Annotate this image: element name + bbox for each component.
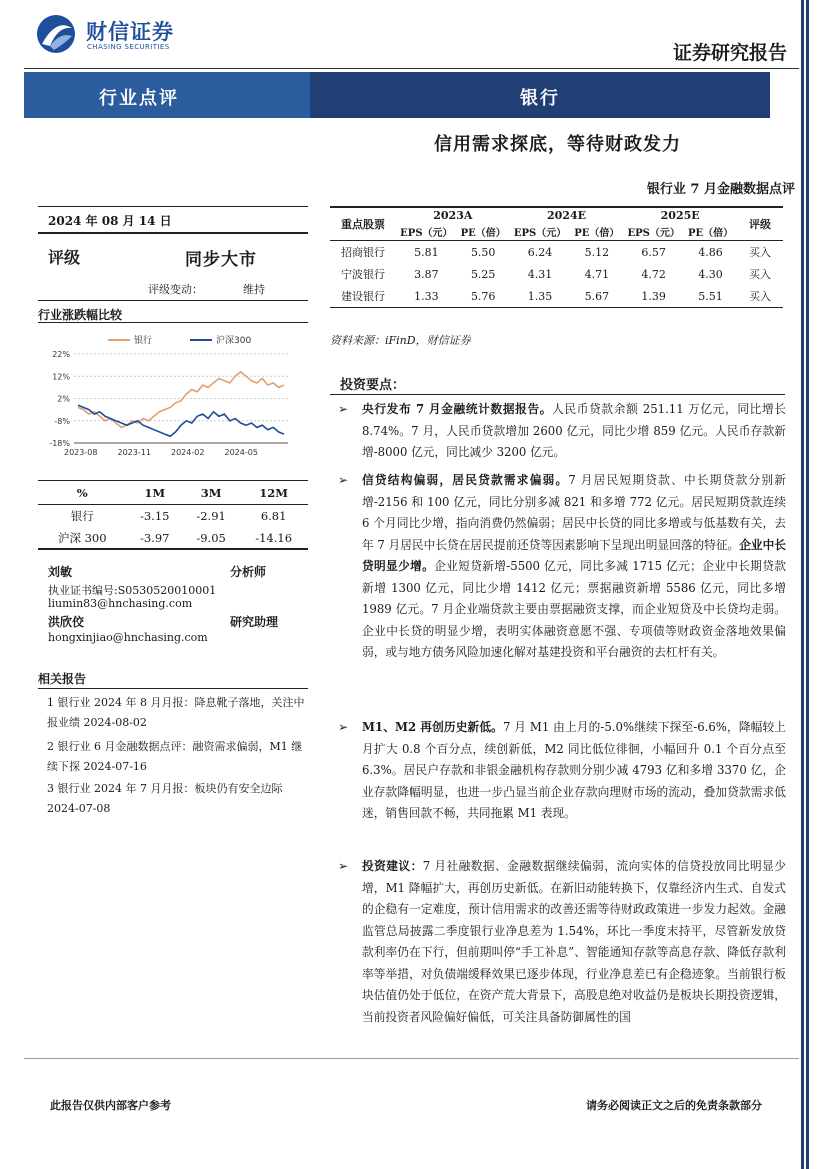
table-header: 1M xyxy=(127,482,183,505)
table-header: 评级 xyxy=(749,218,771,231)
logo-mark-icon xyxy=(36,14,76,54)
performance-table xyxy=(38,482,308,550)
analyst-email[interactable]: hongxinjiao@hnchasing.com xyxy=(48,631,208,644)
table-cell: 4.71 xyxy=(584,267,610,281)
bullet-arrow-icon: ➢ xyxy=(338,859,349,873)
analyst-name: 洪欣佼 xyxy=(48,615,85,629)
key-point-text: 企业短贷新增-5500 亿元，同比多减 1715 亿元；企业中长期贷款新增 1300 亿元，同比少增 1412 亿元；票据融资新增 5586 亿元，同比多增 1989 亿元。7 月企业端贷款主要由票据融资支撑，而企业短贷及中长贷均走弱。企业中长贷的明显少增，表明实体融资意愿不强、专项债等财政资金落地效果偏弱，或与地方债务风险加速化解对基建投资和平台融资的去杠杆有关。 xyxy=(362,559,786,659)
divider xyxy=(38,548,308,549)
table-cell: 招商银行 xyxy=(341,246,385,259)
table-cell: 5.12 xyxy=(584,245,610,259)
table-header: 12M xyxy=(239,482,308,505)
table-header: EPS（元） xyxy=(513,228,567,239)
key-point-text: 7 月居民短期贷款、中长期贷款分别新增-2156 和 100 亿元，同比分别多减 821 和多增 772 亿元。居民短期贷款连续 6 个月同比少增，指向消费仍然偏弱；居民中长贷的同比多增或与低基数有关，去年 7 月居民中长贷在居民提前还贷等因素影响下呈现出明显回落的特征。 xyxy=(362,473,786,552)
y-tick-label: 12% xyxy=(52,372,70,382)
related-report-item[interactable]: 2 银行业 6 月金融数据点评：融资需求偏弱，M1 继续下探 2024-07-16 xyxy=(47,740,303,773)
key-point-text: 7 月 M1 由上月的-5.0%继续下探至-6.6%，降幅较上月扩大 0.8 个百分点，续创新低，M2 同比低位徘徊，小幅回升 0.1 个百分点至 6.3%。居民户存款和非银金融机构存款则分别少减 4793 亿和多增 3370 亿，企业存款降幅明显，也进一步凸显当前企业存款向理财市场的流动，叠加贷款需求低迷，销售回款不畅，共同拖累 M1 表现。 xyxy=(362,720,786,820)
table-cell: 5.67 xyxy=(584,289,610,303)
key-points-title: 投资要点： xyxy=(340,378,406,393)
divider xyxy=(38,206,308,207)
table-row xyxy=(38,527,308,550)
table-cell: 1.33 xyxy=(414,289,439,303)
category-label: 行业点评 xyxy=(99,88,179,109)
x-tick-label: 2023-11 xyxy=(117,448,151,457)
analyst-cert: 执业证书编号:S0530520010001 xyxy=(48,584,217,597)
table-cell: 买入 xyxy=(749,246,771,259)
table-header-row xyxy=(330,223,783,241)
table-header: 2023A xyxy=(433,209,473,222)
table-cell: 4.86 xyxy=(698,245,723,259)
rating-label: 评级 xyxy=(48,248,81,267)
key-point-lead: 投资建议： xyxy=(362,859,423,873)
divider xyxy=(38,688,308,689)
sector-band xyxy=(310,72,770,118)
divider xyxy=(24,1058,799,1059)
table-row xyxy=(330,263,783,285)
related-title: 相关报告 xyxy=(38,672,87,686)
side-stripe xyxy=(806,0,809,1169)
table-cell: -3.15 xyxy=(139,509,170,523)
table-row xyxy=(38,505,308,528)
table-cell: 4.72 xyxy=(641,267,666,281)
x-tick-label: 2024-02 xyxy=(171,448,205,457)
table-header: EPS（元） xyxy=(400,228,453,239)
table-cell: 5.50 xyxy=(470,245,496,259)
table-row xyxy=(330,285,783,308)
table-header-row xyxy=(330,208,783,223)
report-date: 2024 年 08 月 14 日 xyxy=(48,214,172,228)
report-title: 信用需求探底，等待财政发力 xyxy=(434,134,681,155)
table-cell: -3.97 xyxy=(139,531,170,545)
table-header: 重点股票 xyxy=(341,218,385,231)
related-report-item[interactable]: 1 银行业 2024 年 8 月月报：降息靴子落地，关注中报业绩 2024-08-02 xyxy=(47,696,305,729)
analyst-role: 研究助理 xyxy=(230,615,279,629)
key-point-lead: 央行发布 7 月金融统计数据报告。 xyxy=(362,402,553,416)
table-header: 2024E xyxy=(546,209,586,222)
y-tick-label: -8% xyxy=(54,416,70,426)
divider xyxy=(38,232,308,234)
table-header: EPS（元） xyxy=(627,228,680,239)
legend-label-hs300: 沪深300 xyxy=(216,336,252,346)
sector-label: 银行 xyxy=(520,88,560,109)
key-point-text: 7 月社融数据、金融数据继续偏弱，流向实体的信贷投放同比明显少增，M1 降幅扩大，再创历史新低。在新旧动能转换下，仅靠经济内生式、自发式的企稳有一定难度，预计信用需求的改善还需等待财政政策进一步发力起效。金融监管总局披露二季度银行业净息差为 1.54%，环比一季度末持平，尽管新发放贷款利率仍在下行，但前期叫停“手工补息”、智能通知存款等高息存款、降低存款利率等举措，对负债端缓释效果已逐步体现，行业净息差已有企稳迹象。当前银行板块估值仍处于低位，在资产荒大背景下，高股息绝对收益仍是板块长期投资逻辑，当前投资者风险偏好偏低，可关注具备防御属性的国 xyxy=(362,859,786,1024)
table-source: 资料来源：iFinD，财信证券 xyxy=(330,334,471,347)
table-cell: 5.51 xyxy=(698,289,723,303)
rating-change-label: 评级变动： xyxy=(148,283,203,296)
table-cell: 宁波银行 xyxy=(341,268,385,281)
table-header: 2025E xyxy=(660,209,700,222)
legend-label-bank: 银行 xyxy=(134,336,153,346)
table-cell: 5.76 xyxy=(470,289,496,303)
key-point-lead: 信贷结构偏弱，居民贷款需求偏弱。 xyxy=(362,473,569,487)
table-cell: 4.30 xyxy=(698,267,723,281)
report-type: 证券研究报告 xyxy=(672,42,787,64)
table-cell: 银行 xyxy=(70,509,94,523)
table-row xyxy=(330,241,783,264)
table-header: PE（倍） xyxy=(574,228,620,239)
analyst-role: 分析师 xyxy=(230,565,267,579)
table-cell: -14.16 xyxy=(255,531,293,545)
table-cell: 5.25 xyxy=(470,267,496,281)
key-point-text: 人民币贷款余额 251.11 万亿元，同比增长 8.74%。7 月，人民币贷款增加 2600 亿元，同比少增 859 亿元。人民币存款新增-8000 亿元，同比减少 3200 亿元。 xyxy=(362,402,786,459)
analyst-name: 刘敏 xyxy=(48,565,73,579)
analyst-email[interactable]: liumin83@hnchasing.com xyxy=(48,597,193,610)
x-tick-label: 2023-08 xyxy=(64,448,98,457)
divider xyxy=(38,480,308,481)
series-line-bank xyxy=(78,372,284,428)
y-tick-label: 2% xyxy=(57,394,70,404)
table-header-row xyxy=(38,482,308,505)
table-cell: 4.31 xyxy=(527,267,553,281)
bullet-arrow-icon: ➢ xyxy=(338,720,349,734)
header-divider xyxy=(24,68,799,69)
compare-title: 行业涨跌幅比较 xyxy=(38,308,123,322)
table-cell: 沪深 300 xyxy=(57,531,107,545)
related-report-item[interactable]: 3 银行业 2024 年 7 月月报：板块仍有安全边际 2024-07-08 xyxy=(47,782,283,815)
table-cell: 6.57 xyxy=(641,245,666,259)
rating-value: 同步大市 xyxy=(185,250,257,270)
table-header: PE（倍） xyxy=(687,228,734,239)
table-header: PE（倍） xyxy=(460,228,506,239)
divider xyxy=(330,394,785,395)
series-line-hs300 xyxy=(78,405,284,436)
table-header: 3M xyxy=(183,482,239,505)
key-point-2 xyxy=(338,470,786,664)
category-band xyxy=(24,72,310,118)
table-cell: -2.91 xyxy=(196,509,226,523)
table-cell: 6.81 xyxy=(260,509,287,523)
table-cell: -9.05 xyxy=(196,531,226,545)
y-tick-label: 22% xyxy=(52,350,70,359)
table-cell: 1.39 xyxy=(641,289,666,303)
bullet-arrow-icon: ➢ xyxy=(338,473,349,487)
table-cell: 6.24 xyxy=(527,245,553,259)
performance-chart xyxy=(38,328,308,468)
footer-right: 请务必阅读正文之后的免责条款部分 xyxy=(586,1099,762,1112)
table-cell: 3.87 xyxy=(414,267,439,281)
y-tick-label: -18% xyxy=(49,439,70,448)
table-cell: 建设银行 xyxy=(341,290,385,303)
table-cell: 买入 xyxy=(749,268,771,281)
key-stocks-table xyxy=(330,208,783,308)
logo-text: 财信证券 xyxy=(86,20,174,44)
key-point-lead: M1、M2 再创历史新低。 xyxy=(362,720,503,734)
footer-left: 此报告仅供内部客户参考 xyxy=(50,1099,171,1112)
key-point-4 xyxy=(338,856,786,1028)
side-stripe xyxy=(801,0,804,1169)
key-point-lead: 企业中长贷明显少增。 xyxy=(362,537,786,573)
key-point-1 xyxy=(338,399,786,464)
x-tick-label: 2024-05 xyxy=(224,448,258,457)
key-point-3 xyxy=(338,717,786,825)
divider xyxy=(38,322,308,323)
bullet-arrow-icon: ➢ xyxy=(338,402,349,416)
report-subtitle: 银行业 7 月金融数据点评 xyxy=(646,182,795,197)
divider xyxy=(38,300,308,301)
table-header: % xyxy=(38,482,127,505)
table-cell: 1.35 xyxy=(527,289,553,303)
logo-subtext: CHASING SECURITIES xyxy=(87,43,170,51)
rating-change-value: 维持 xyxy=(243,283,265,296)
table-cell: 5.81 xyxy=(414,245,439,259)
table-cell: 买入 xyxy=(749,290,771,303)
